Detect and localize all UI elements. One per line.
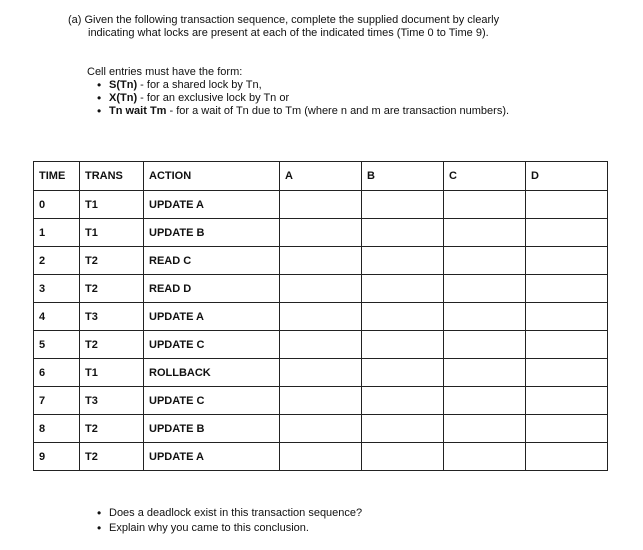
cell-time: 8: [34, 415, 80, 443]
rule-desc: - for a wait of Tn due to Tm (where n and m are transaction numbers).: [166, 105, 510, 117]
cell-lock-b[interactable]: [362, 415, 444, 443]
cell-lock-d[interactable]: [526, 415, 608, 443]
cell-lock-c[interactable]: [444, 191, 526, 219]
cell-lock-c[interactable]: [444, 443, 526, 471]
cell-trans: T1: [80, 219, 144, 247]
table-row: [34, 191, 608, 219]
cell-lock-d[interactable]: [526, 443, 608, 471]
cell-trans: T2: [80, 415, 144, 443]
intro-line-2: indicating what locks are present at each of the indicated times (Time 0 to Time 9).: [88, 27, 489, 39]
transaction-lock-table: [33, 161, 608, 471]
cell-time: 4: [34, 303, 80, 331]
table-row: [34, 415, 608, 443]
cell-time: 5: [34, 331, 80, 359]
cell-lock-d[interactable]: [526, 275, 608, 303]
rule-item: [87, 92, 509, 105]
intro-paragraph: [68, 14, 628, 40]
rule-item: [87, 105, 509, 118]
question-item: • Explain why you came to this conclusion.: [87, 521, 362, 536]
cell-trans: T3: [80, 387, 144, 415]
table-row: [34, 247, 608, 275]
cell-lock-c[interactable]: [444, 303, 526, 331]
header-b: B: [362, 162, 444, 191]
header-trans: TRANS: [80, 162, 144, 191]
cell-lock-a[interactable]: [280, 275, 362, 303]
cell-action: UPDATE C: [144, 387, 280, 415]
question-list: [87, 506, 362, 536]
cell-time: 1: [34, 219, 80, 247]
cell-time: 0: [34, 191, 80, 219]
cell-lock-d[interactable]: [526, 303, 608, 331]
intro-line-1: (a) Given the following transaction sequence, complete the supplied document by clearly: [68, 14, 500, 26]
rule-desc: - for an exclusive lock by Tn or: [137, 92, 290, 104]
cell-lock-a[interactable]: [280, 331, 362, 359]
cell-time: 3: [34, 275, 80, 303]
cell-lock-a[interactable]: [280, 219, 362, 247]
rule-term: Tn wait Tm: [109, 105, 167, 117]
cell-lock-c[interactable]: [444, 331, 526, 359]
table-row: [34, 331, 608, 359]
cell-lock-c[interactable]: [444, 387, 526, 415]
table-row: [34, 443, 608, 471]
table-row: [34, 275, 608, 303]
table-row: [34, 219, 608, 247]
rule-item: [87, 79, 509, 92]
cell-lock-b[interactable]: [362, 303, 444, 331]
cell-lock-d[interactable]: [526, 331, 608, 359]
cell-lock-b[interactable]: [362, 443, 444, 471]
cell-lock-b[interactable]: [362, 275, 444, 303]
cell-rules-list: [87, 79, 509, 118]
rule-term: S(Tn): [109, 79, 138, 91]
header-time: TIME: [34, 162, 80, 191]
cell-trans: T2: [80, 443, 144, 471]
cell-lock-a[interactable]: [280, 191, 362, 219]
cell-action: UPDATE B: [144, 219, 280, 247]
cell-action: READ D: [144, 275, 280, 303]
table-row: [34, 359, 608, 387]
cell-trans: T2: [80, 275, 144, 303]
questions: [87, 506, 362, 536]
cell-lock-b[interactable]: [362, 219, 444, 247]
header-action: ACTION: [144, 162, 280, 191]
cell-lock-d[interactable]: [526, 387, 608, 415]
cell-lock-a[interactable]: [280, 247, 362, 275]
cell-lock-c[interactable]: [444, 275, 526, 303]
cell-trans: T3: [80, 303, 144, 331]
cell-lock-a[interactable]: [280, 359, 362, 387]
header-a: A: [280, 162, 362, 191]
cell-lock-b[interactable]: [362, 247, 444, 275]
table-row: [34, 387, 608, 415]
cell-trans: T1: [80, 191, 144, 219]
cell-entry-rules: [87, 66, 509, 118]
table-header-row: [34, 162, 608, 191]
cell-lock-d[interactable]: [526, 247, 608, 275]
cell-lock-d[interactable]: [526, 219, 608, 247]
cell-action: READ C: [144, 247, 280, 275]
cell-lock-b[interactable]: [362, 387, 444, 415]
rule-desc: - for a shared lock by Tn,: [137, 79, 262, 91]
cell-lock-c[interactable]: [444, 219, 526, 247]
cell-action: UPDATE A: [144, 443, 280, 471]
cell-trans: T2: [80, 247, 144, 275]
cell-lock-d[interactable]: [526, 359, 608, 387]
table-row: [34, 303, 608, 331]
cell-lock-d[interactable]: [526, 191, 608, 219]
cell-action: UPDATE B: [144, 415, 280, 443]
cell-lock-a[interactable]: [280, 387, 362, 415]
cell-trans: T1: [80, 359, 144, 387]
question-item: • Does a deadlock exist in this transaction sequence?: [87, 506, 362, 521]
cell-time: 6: [34, 359, 80, 387]
cell-action: UPDATE A: [144, 191, 280, 219]
cell-time: 7: [34, 387, 80, 415]
cell-trans: T2: [80, 331, 144, 359]
cell-action: ROLLBACK: [144, 359, 280, 387]
cell-lock-b[interactable]: [362, 331, 444, 359]
cell-lock-c[interactable]: [444, 359, 526, 387]
cell-time: 2: [34, 247, 80, 275]
cell-lock-a[interactable]: [280, 415, 362, 443]
cell-lock-b[interactable]: [362, 191, 444, 219]
cell-lock-a[interactable]: [280, 443, 362, 471]
cell-lock-c[interactable]: [444, 415, 526, 443]
cell-lock-c[interactable]: [444, 247, 526, 275]
cell-lock-b[interactable]: [362, 359, 444, 387]
cell-rules-heading: Cell entries must have the form:: [87, 66, 243, 78]
cell-lock-a[interactable]: [280, 303, 362, 331]
header-c: C: [444, 162, 526, 191]
cell-time: 9: [34, 443, 80, 471]
cell-action: UPDATE C: [144, 331, 280, 359]
header-d: D: [526, 162, 608, 191]
table-body: [34, 191, 608, 471]
cell-action: UPDATE A: [144, 303, 280, 331]
rule-term: X(Tn): [109, 92, 138, 104]
